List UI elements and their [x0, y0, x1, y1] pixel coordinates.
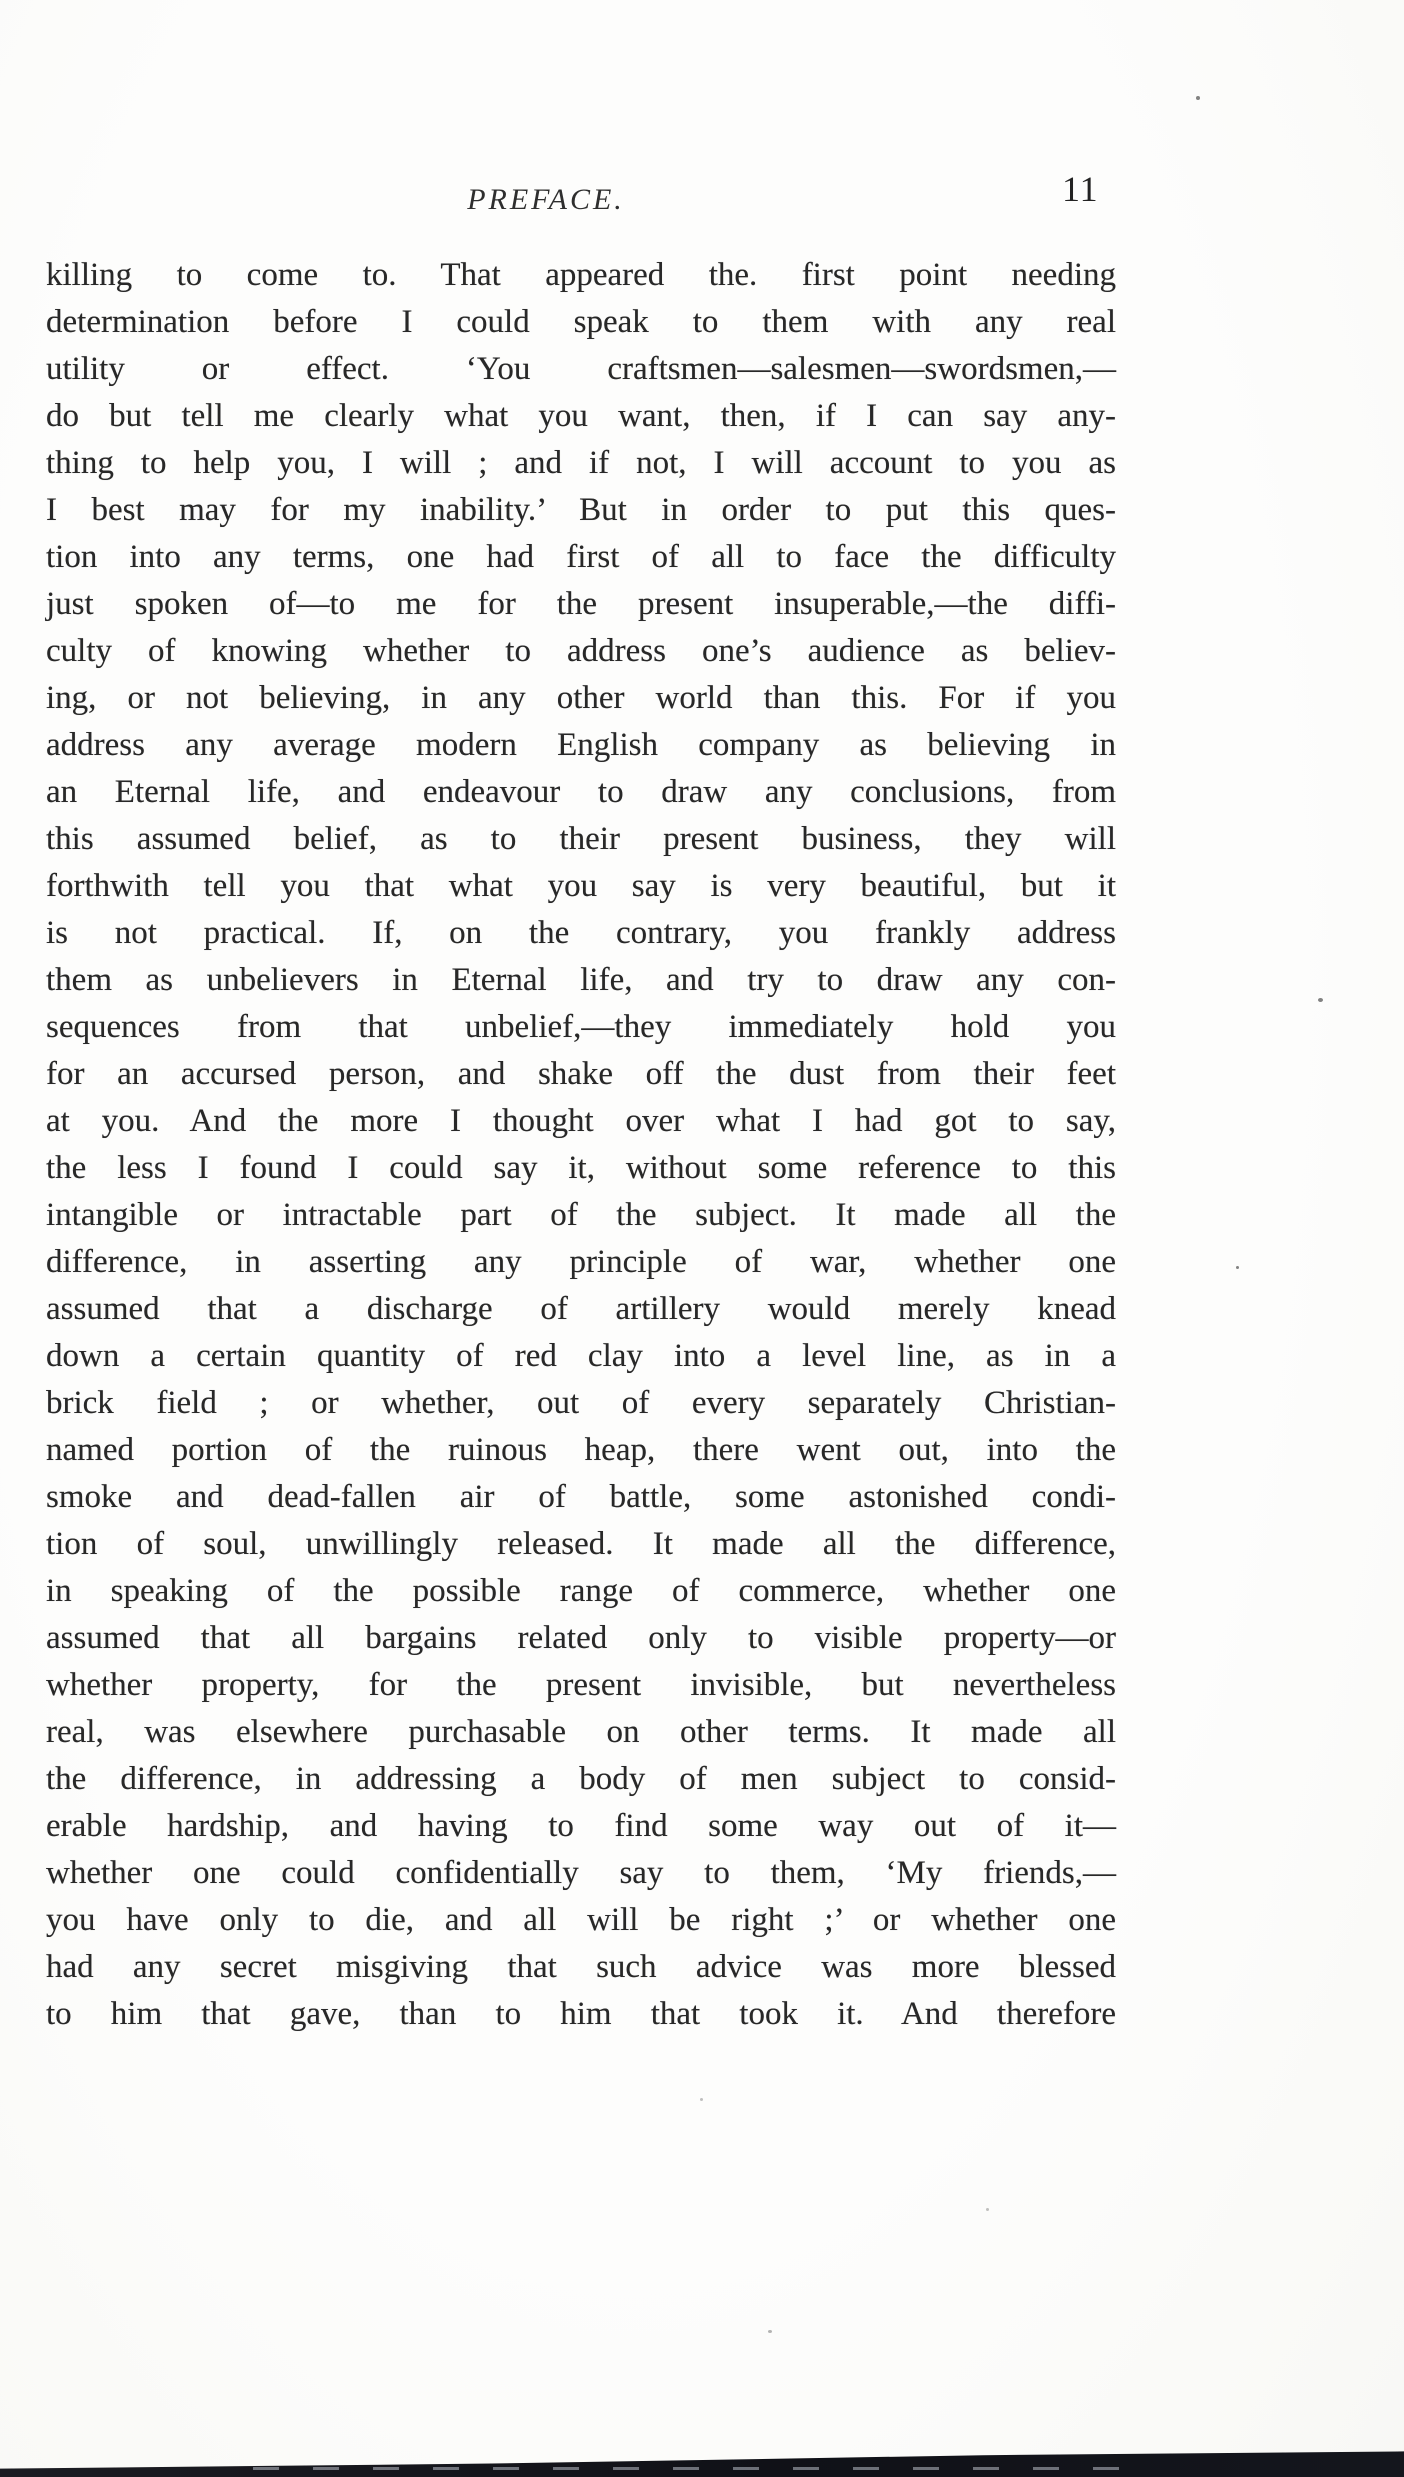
text-line: erable hardship, and having to find some way out of it— — [46, 1808, 1116, 1844]
text-line: assumed that all bargains related only to visible property—or — [46, 1620, 1116, 1656]
text-line: sequences from that unbelief,—they immediately hold you — [46, 1009, 1116, 1045]
text-line: address any average modern English company as believing in — [46, 727, 1116, 763]
scan-speck — [700, 2098, 703, 2101]
text-line: to him that gave, than to him that took it. And therefore — [46, 1996, 1116, 2032]
text-line: this assumed belief, as to their present business, they will — [46, 821, 1116, 857]
page-body — [46, 252, 1116, 2038]
text-line: real, was elsewhere purchasable on other terms. It made all — [46, 1714, 1116, 1750]
text-line: down a certain quantity of red clay into a level line, as in a — [46, 1338, 1116, 1374]
scan-speck — [1196, 96, 1200, 100]
text-line: tion of soul, unwillingly released. It made all the difference, — [46, 1526, 1116, 1562]
text-line: culty of knowing whether to address one’s audience as believ- — [46, 633, 1116, 669]
text-line: them as unbelievers in Eternal life, and try to draw any con- — [46, 962, 1116, 998]
text-line: thing to help you, I will ; and if not, I will account to you as — [46, 445, 1116, 481]
text-line: brick field ; or whether, out of every separately Christian- — [46, 1385, 1116, 1421]
scan-speck — [768, 2330, 772, 2333]
text-line: intangible or intractable part of the subject. It made all the — [46, 1197, 1116, 1233]
running-head: PREFACE. — [467, 183, 625, 216]
text-line: determination before I could speak to them with any real — [46, 304, 1116, 340]
text-line: named portion of the ruinous heap, there went out, into the — [46, 1432, 1116, 1468]
text-line: an Eternal life, and endeavour to draw any conclusions, from — [46, 774, 1116, 810]
text-line: assumed that a discharge of artillery would merely knead — [46, 1291, 1116, 1327]
text-line: I best may for my inability.’ But in order to put this ques- — [46, 492, 1116, 528]
text-line: whether property, for the present invisible, but nevertheless — [46, 1667, 1116, 1703]
text-line: utility or effect. ‘You craftsmen—salesmen—swordsmen,— — [46, 351, 1116, 387]
text-line: ing, or not believing, in any other world than this. For if you — [46, 680, 1116, 716]
text-line: for an accursed person, and shake off the dust from their feet — [46, 1056, 1116, 1092]
text-line: difference, in asserting any principle of war, whether one — [46, 1244, 1116, 1280]
scan-speck — [1236, 1266, 1239, 1269]
text-line: forthwith tell you that what you say is very beautiful, but it — [46, 868, 1116, 904]
text-line: tion into any terms, one had first of all to face the difficulty — [46, 539, 1116, 575]
scan-edge-glint — [253, 2467, 1152, 2470]
scan-speck — [1318, 998, 1323, 1002]
text-line: the difference, in addressing a body of men subject to consid- — [46, 1761, 1116, 1797]
text-line: at you. And the more I thought over what I had got to say, — [46, 1103, 1116, 1139]
text-line: in speaking of the possible range of commerce, whether one — [46, 1573, 1116, 1609]
text-line: just spoken of—to me for the present insuperable,—the diffi- — [46, 586, 1116, 622]
text-line: is not practical. If, on the contrary, you frankly address — [46, 915, 1116, 951]
page-number: 11 — [1062, 169, 1099, 209]
text-line: the less I found I could say it, without some reference to this — [46, 1150, 1116, 1186]
scan-speck — [986, 2208, 989, 2211]
scan-edge-shadow — [0, 2445, 1404, 2477]
text-line: you have only to die, and all will be right ;’ or whether one — [46, 1902, 1116, 1938]
text-line: smoke and dead-fallen air of battle, some astonished condi- — [46, 1479, 1116, 1515]
text-line: whether one could confidentially say to them, ‘My friends,— — [46, 1855, 1116, 1891]
text-line: had any secret misgiving that such advice was more blessed — [46, 1949, 1116, 1985]
text-line: killing to come to. That appeared the. first point needing — [46, 257, 1116, 293]
text-line: do but tell me clearly what you want, then, if I can say any- — [46, 398, 1116, 434]
